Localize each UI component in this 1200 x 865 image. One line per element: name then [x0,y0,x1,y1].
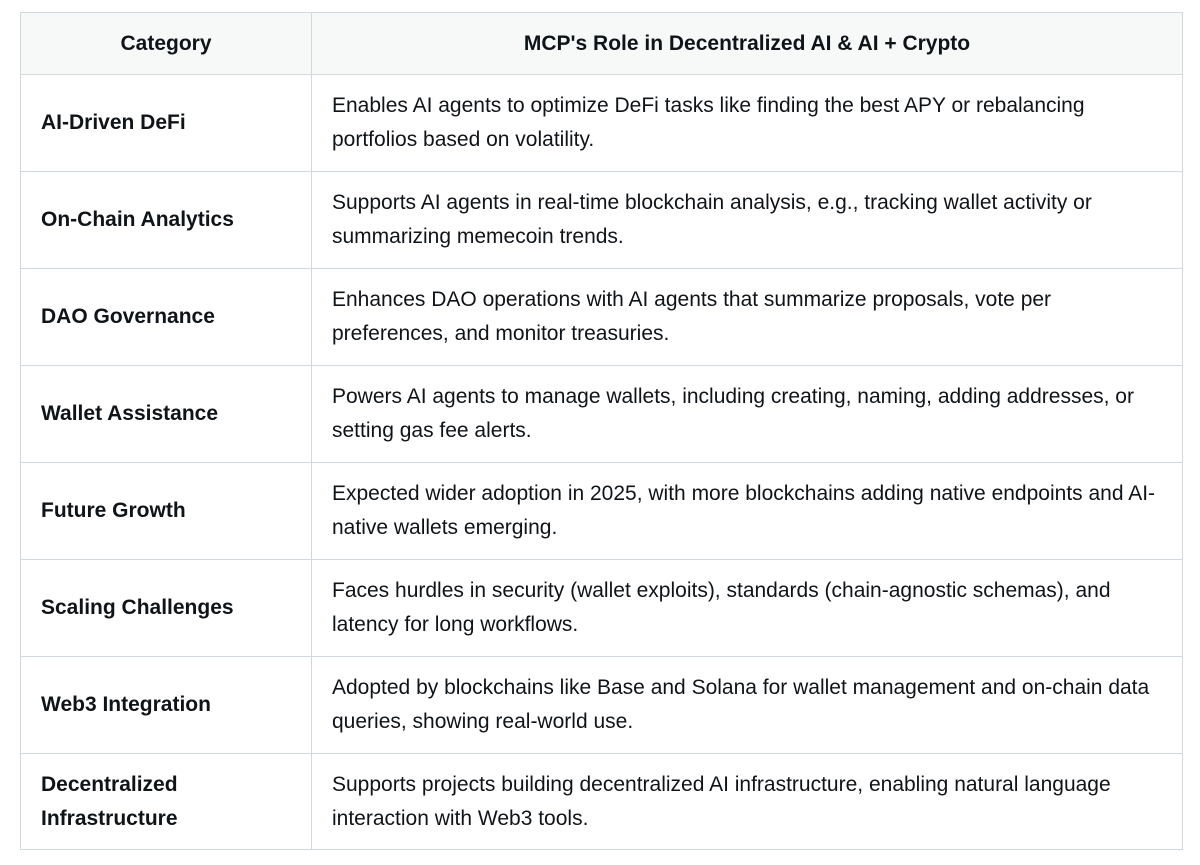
category-cell: Scaling Challenges [21,560,312,657]
header-role: MCP's Role in Decentralized AI & AI + Crypto [312,13,1183,75]
table-row [21,754,1183,850]
category-cell: Web3 Integration [21,657,312,754]
role-cell: Supports AI agents in real-time blockchain analysis, e.g., tracking wallet activity or summarizing memecoin trends. [312,172,1183,269]
role-cell: Supports projects building decentralized AI infrastructure, enabling natural language interaction with Web3 tools. [312,754,1183,850]
table-row [21,366,1183,463]
table-row [21,657,1183,754]
mcp-roles-table-container [20,12,1182,850]
table-row [21,75,1183,172]
role-cell: Powers AI agents to manage wallets, including creating, naming, adding addresses, or setting gas fee alerts. [312,366,1183,463]
table-row [21,172,1183,269]
category-cell: Future Growth [21,463,312,560]
table-body [21,75,1183,850]
table-header [21,13,1183,75]
header-category: Category [21,13,312,75]
role-cell: Faces hurdles in security (wallet exploits), standards (chain-agnostic schemas), and latency for long workflows. [312,560,1183,657]
category-cell: DAO Governance [21,269,312,366]
role-cell: Adopted by blockchains like Base and Solana for wallet management and on-chain data queries, showing real-world use. [312,657,1183,754]
table-row [21,560,1183,657]
category-cell: Decentralized Infrastructure [21,754,312,850]
table-row [21,269,1183,366]
category-cell: AI-Driven DeFi [21,75,312,172]
role-cell: Enables AI agents to optimize DeFi tasks like finding the best APY or rebalancing portfolios based on volatility. [312,75,1183,172]
role-cell: Enhances DAO operations with AI agents that summarize proposals, vote per preferences, and monitor treasuries. [312,269,1183,366]
header-row [21,13,1183,75]
mcp-roles-table [20,12,1183,850]
role-cell: Expected wider adoption in 2025, with more blockchains adding native endpoints and AI-native wallets emerging. [312,463,1183,560]
table-row [21,463,1183,560]
category-cell: On-Chain Analytics [21,172,312,269]
category-cell: Wallet Assistance [21,366,312,463]
